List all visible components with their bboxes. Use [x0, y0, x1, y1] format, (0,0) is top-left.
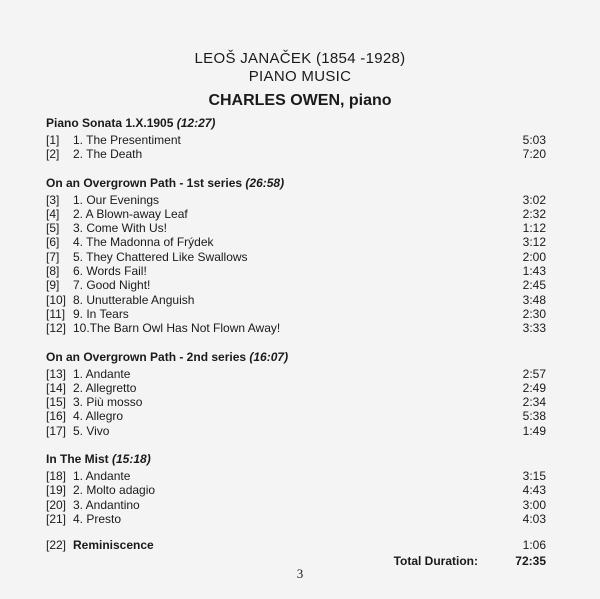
- track-number: [19]: [46, 483, 67, 498]
- track-number: [1]: [46, 133, 60, 147]
- track-title: 3. Più mosso: [73, 395, 143, 410]
- track-number: [7]: [46, 249, 60, 264]
- track-row: [46, 367, 546, 381]
- section-overgrown-path-1: [46, 176, 546, 336]
- track-row: [46, 307, 546, 321]
- section-title: [46, 350, 546, 365]
- track-time: 2:00: [522, 249, 546, 264]
- track-title: 6. Words Fail!: [73, 264, 147, 279]
- track-row: [46, 381, 546, 395]
- track-row: [46, 321, 546, 335]
- track-row: [46, 512, 546, 526]
- track-title: 1. Our Evenings: [73, 192, 160, 207]
- section-in-the-mist: [46, 452, 546, 526]
- track-time: 1:12: [522, 221, 546, 236]
- track-title: Reminiscence: [73, 538, 154, 553]
- track-row: [46, 264, 546, 278]
- total-duration-label: Total Duration:: [393, 553, 478, 568]
- track-row: [46, 498, 546, 512]
- track-number: [5]: [46, 221, 60, 236]
- section-title-text: Piano Sonata 1.X.1905: [46, 116, 177, 130]
- track-row: [46, 409, 546, 423]
- track-time: 4:03: [522, 511, 546, 526]
- track-title: 5. Vivo: [73, 423, 110, 438]
- track-row: [46, 483, 546, 497]
- track-time: 3:12: [522, 235, 546, 250]
- track-time: 4:43: [522, 483, 546, 498]
- track-listing: [46, 116, 546, 569]
- track-time: 1:43: [522, 264, 546, 279]
- track-number: [11]: [46, 306, 66, 321]
- track-row: [46, 221, 546, 235]
- track-number: [6]: [46, 235, 60, 250]
- track-title: 3. Andantino: [73, 497, 140, 512]
- track-title: 3. Come With Us!: [73, 221, 168, 236]
- track-title: 4. Allegro: [73, 409, 124, 424]
- section-overgrown-path-2: [46, 350, 546, 438]
- track-title: 9. In Tears: [73, 306, 129, 321]
- track-number: [2]: [46, 147, 60, 162]
- track-time: 1:06: [522, 538, 546, 553]
- track-time: 2:57: [522, 366, 546, 381]
- track-title: 2. A Blown-away Leaf: [73, 206, 188, 221]
- track-row: [46, 278, 546, 292]
- track-title: 2. Molto adagio: [73, 483, 156, 498]
- track-time: 3:15: [522, 469, 546, 484]
- section-title-text: In The Mist: [46, 452, 112, 467]
- track-number: [21]: [46, 511, 67, 526]
- section-duration: (12:27): [176, 116, 216, 130]
- section-duration: (16:07): [249, 349, 289, 364]
- track-number: [3]: [46, 192, 60, 207]
- track-time: 3:33: [522, 321, 546, 336]
- track-number: [12]: [46, 321, 67, 336]
- track-title: 1. Andante: [73, 469, 131, 484]
- track-title: 4. Presto: [73, 511, 122, 526]
- track-time: 7:20: [522, 147, 546, 162]
- spacer: [46, 162, 546, 176]
- track-row: [46, 250, 546, 264]
- section-duration: (15:18): [112, 452, 151, 467]
- track-time: 2:30: [522, 306, 546, 321]
- track-number: [20]: [46, 497, 67, 512]
- track-number: [4]: [46, 206, 60, 221]
- track-row: [46, 235, 546, 249]
- track-number: [14]: [46, 380, 67, 395]
- section-title: [46, 116, 546, 131]
- section-title: [46, 176, 546, 191]
- track-time: 1:49: [522, 423, 546, 438]
- track-time: 3:48: [522, 292, 546, 307]
- total-duration-value: 72:35: [515, 553, 546, 568]
- section-piano-sonata: [46, 116, 546, 162]
- track-title: 10.The Barn Owl Has Not Flown Away!: [73, 321, 281, 336]
- track-title: 2. The Death: [73, 147, 143, 162]
- track-time: 2:45: [522, 278, 546, 293]
- track-number: [13]: [46, 366, 67, 381]
- track-title: 8. Unutterable Anguish: [73, 292, 195, 307]
- track-number: [10]: [46, 292, 67, 307]
- section-title-text: On an Overgrown Path - 2nd series: [46, 349, 250, 364]
- track-title: 7. Good Night!: [73, 278, 151, 293]
- track-time: 2:49: [522, 380, 546, 395]
- track-row: [46, 193, 546, 207]
- section-title: [46, 452, 546, 467]
- track-time: 5:38: [522, 409, 546, 424]
- track-row: [46, 395, 546, 409]
- track-row: [46, 424, 546, 438]
- spacer: [46, 336, 546, 350]
- track-time: 3:00: [522, 497, 546, 512]
- composer-heading: LEOŠ JANAČEK (1854 -1928): [194, 50, 406, 67]
- spacer: [46, 438, 546, 452]
- track-row: [46, 293, 546, 307]
- track-number: [22]: [46, 538, 67, 553]
- track-row: [46, 207, 546, 221]
- track-number: [9]: [46, 278, 60, 293]
- track-number: [8]: [46, 264, 60, 279]
- track-time: 5:03: [522, 133, 546, 147]
- track-row-reminiscence: [46, 538, 546, 552]
- album-subtitle: PIANO MUSIC: [248, 68, 352, 85]
- track-title: 1. The Presentiment: [73, 133, 181, 147]
- track-number: [15]: [46, 395, 67, 410]
- track-time: 2:34: [522, 395, 546, 410]
- track-title: 2. Allegretto: [73, 380, 137, 395]
- track-title: 1. Andante: [73, 366, 131, 381]
- track-row: [46, 147, 546, 161]
- track-number: [17]: [46, 423, 67, 438]
- track-number: [18]: [46, 469, 67, 484]
- performer-heading: CHARLES OWEN, piano: [208, 92, 392, 109]
- page-number: 3: [296, 566, 304, 581]
- track-number: [16]: [46, 409, 67, 424]
- track-row: [46, 133, 546, 147]
- section-duration: (26:58): [245, 175, 285, 190]
- track-title: 5. They Chattered Like Swallows: [73, 249, 248, 264]
- section-title-text: On an Overgrown Path - 1st series: [46, 175, 246, 190]
- track-time: 2:32: [522, 206, 546, 221]
- track-title: 4. The Madonna of Frýdek: [73, 235, 214, 250]
- track-time: 3:02: [522, 192, 546, 207]
- track-row: [46, 469, 546, 483]
